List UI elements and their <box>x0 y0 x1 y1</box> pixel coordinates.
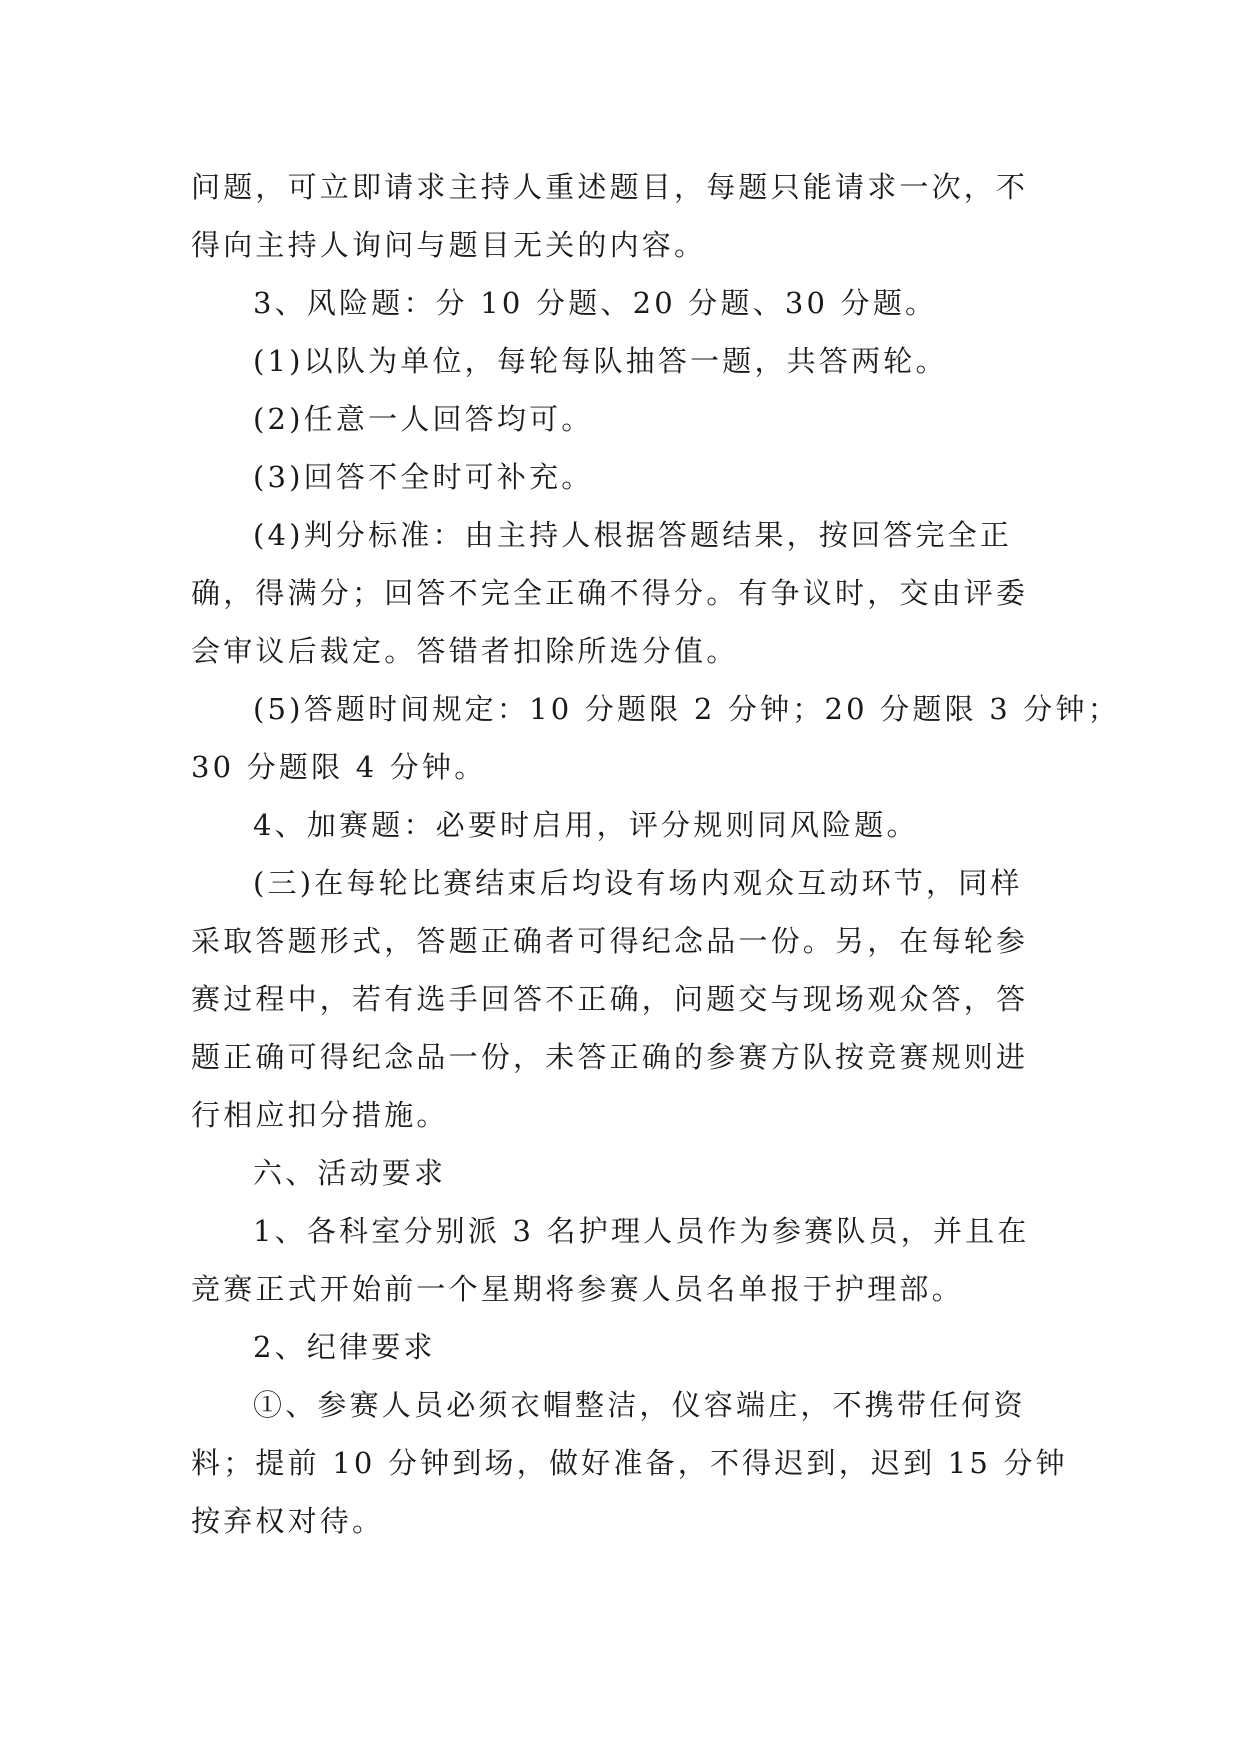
paragraph-p4 <box>191 390 1051 448</box>
text-line: 2、纪律要求 <box>253 1330 436 1364</box>
text-line: (三)在每轮比赛结束后均设有场内观众互动环节，同样 <box>253 866 1023 900</box>
paragraph-p7 <box>191 680 1120 796</box>
paragraph-p9 <box>191 854 1051 1144</box>
paragraph-p11 <box>191 1202 1051 1318</box>
text-line: 会审议后裁定。答错者扣除所选分值。 <box>191 634 739 668</box>
text-line: 题正确可得纪念品一份，未答正确的参赛方队按竞赛规则进 <box>191 1040 1029 1074</box>
text-line: 赛过程中，若有选手回答不正确，问题交与现场观众答，答 <box>191 982 1029 1016</box>
paragraph-p5 <box>191 448 1051 506</box>
text-line: 竞赛正式开始前一个星期将参赛人员名单报于护理部。 <box>191 1272 964 1306</box>
paragraph-p12 <box>191 1318 1051 1376</box>
text-line: (4)判分标准：由主持人根据答题结果，按回答完全正 <box>253 518 1013 552</box>
paragraph-p6 <box>191 506 1051 680</box>
text-line: (5)答题时间规定：10 分题限 2 分钟；20 分题限 3 分钟； <box>253 692 1120 726</box>
text-line: 1、各科室分别派 3 名护理人员作为参赛队员，并且在 <box>253 1214 1030 1248</box>
text-line: ①、参赛人员必须衣帽整洁，仪容端庄，不携带任何资 <box>253 1388 1026 1422</box>
text-line: (1)以队为单位，每轮每队抽答一题，共答两轮。 <box>253 344 948 378</box>
text-line: 采取答题形式，答题正确者可得纪念品一份。另，在每轮参 <box>191 924 1029 958</box>
document-page <box>191 158 1120 1550</box>
paragraph-p8 <box>191 796 1051 854</box>
paragraph-p13 <box>191 1376 1068 1550</box>
paragraph-p3 <box>191 332 1051 390</box>
text-line: 问题，可立即请求主持人重述题目，每题只能请求一次，不 <box>191 170 1029 204</box>
text-line: 4、加赛题：必要时启用，评分规则同风险题。 <box>253 808 919 842</box>
text-line: 30 分题限 4 分钟。 <box>191 750 487 784</box>
text-line: (3)回答不全时可补充。 <box>253 460 594 494</box>
text-line: 行相应扣分措施。 <box>191 1098 449 1132</box>
paragraph-p1 <box>191 158 1051 274</box>
text-line: (2)任意一人回答均可。 <box>253 402 594 436</box>
paragraph-p10 <box>191 1144 1051 1202</box>
text-line: 按弃权对待。 <box>191 1504 385 1538</box>
text-line: 得向主持人询问与题目无关的内容。 <box>191 228 707 262</box>
text-line: 3、风险题：分 10 分题、20 分题、30 分题。 <box>253 286 938 320</box>
text-line: 确，得满分；回答不完全正确不得分。有争议时，交由评委 <box>191 576 1029 610</box>
text-line: 料；提前 10 分钟到场，做好准备，不得迟到，迟到 15 分钟 <box>191 1446 1068 1480</box>
paragraph-p2 <box>191 274 1051 332</box>
text-line: 六、活动要求 <box>253 1156 447 1190</box>
